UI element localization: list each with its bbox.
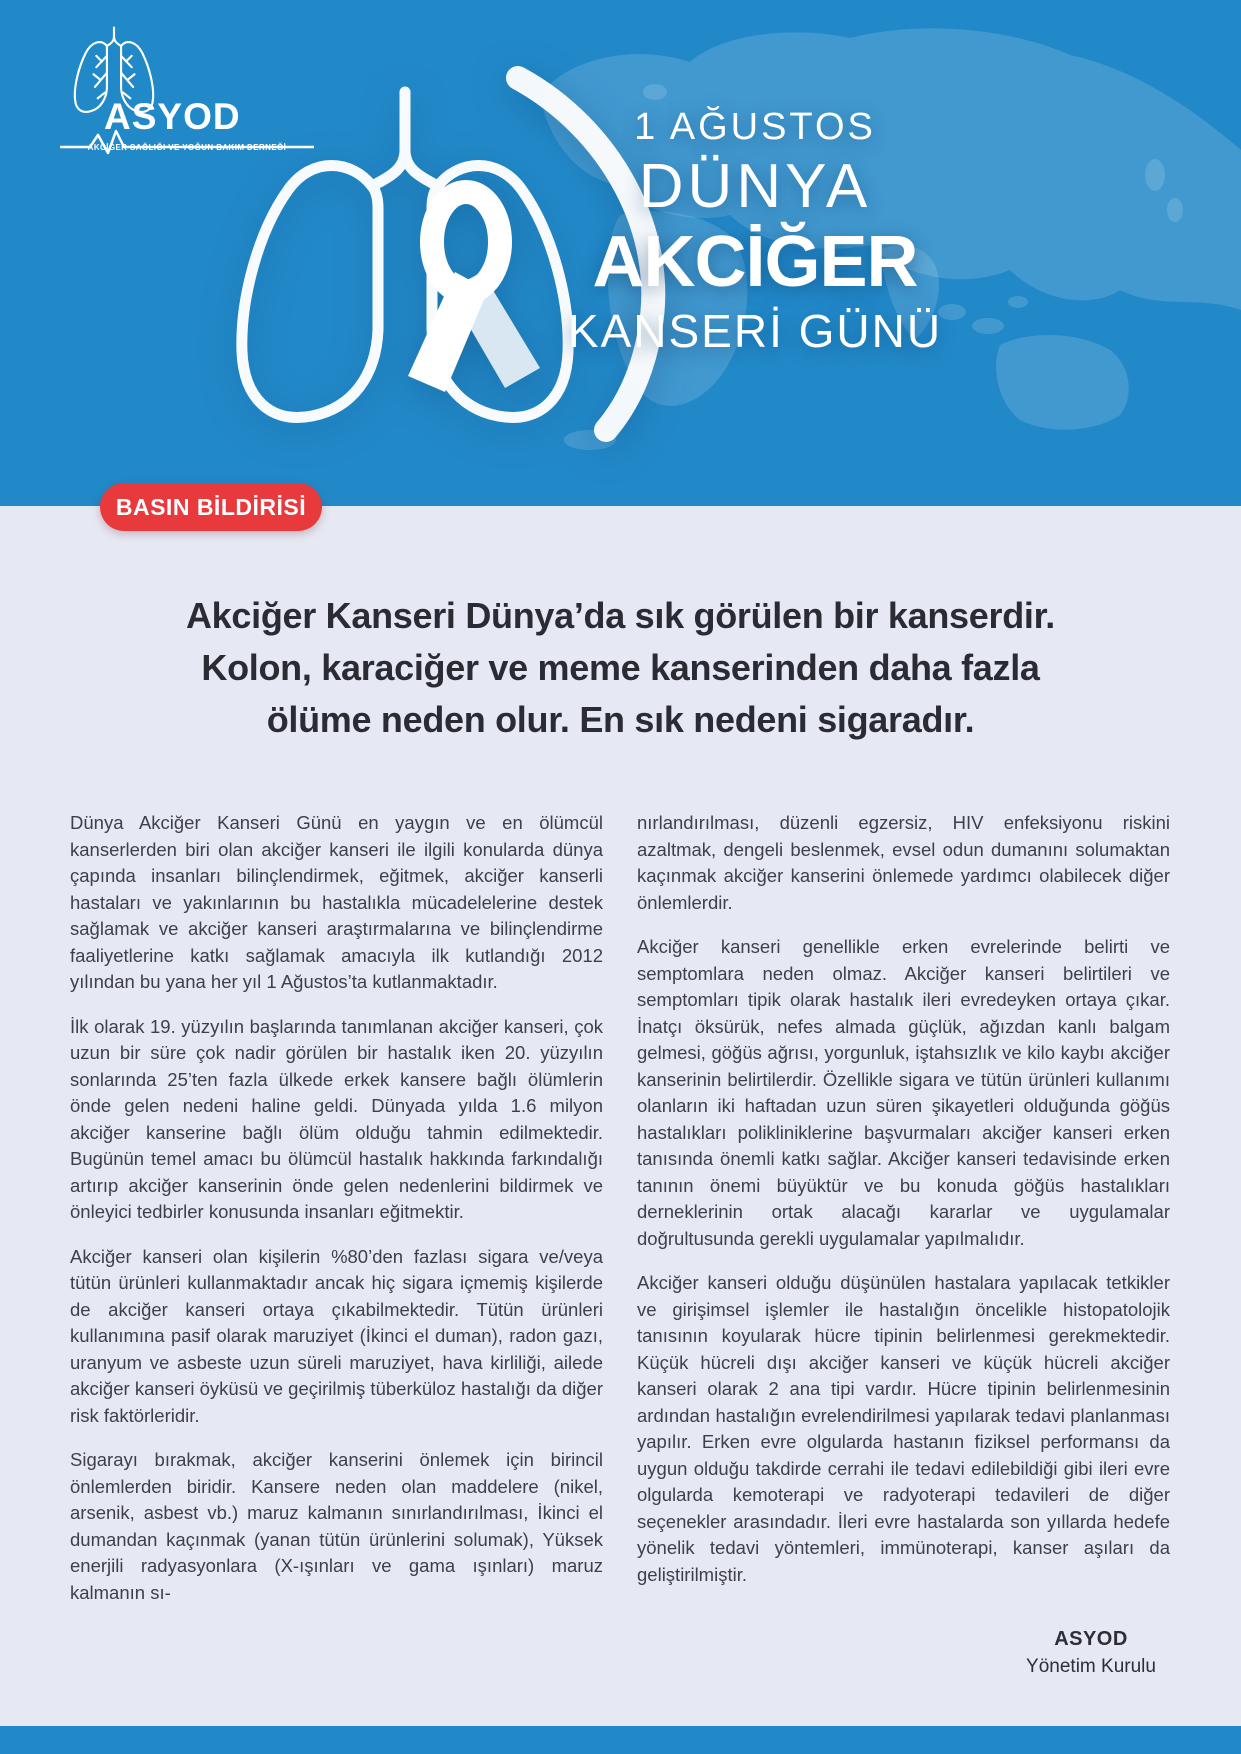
press-badge [100,483,322,531]
signature-unit: Yönetim Kurulu [1026,1656,1156,1677]
press-badge-label: BASIN BİLDİRİSİ [115,493,307,520]
article-paragraph: Akciğer kanseri olan kişilerin %80’den fazlası sigara ve/veya tütün ürünleri kullanmaktadır ancak hiç sigara içmemiş kişilerde de akciğer kanseri ortaya çıkabilmektedir. Tütün ürünleri kullanımına pasif olarak maruziyet (İkinci el duman), radon gazı, uranyum ve asbeste uzun süreli maruziyet, hava kirliliği, ailede akciğer kanseri öyküsü ve geçirilmiş tüberküloz hastalığı da diğer risk faktörleridir. [70,1245,603,1426]
headline-line-3: ölüme neden olur. En sık nedeni sigaradır. [266,699,975,740]
article-paragraph: Akciğer kanseri olduğu düşünülen hastalara yapılacak tetkikler ve girişimsel işlemler ile hastalığın öncelikle histopatolojik tanısının koyularak hücre tipinin belirlenmesi gerekmektedir. Küçük hücreli dışı akciğer kanseri ve küçük hücreli akciğer kanseri olarak 2 ana tipi vardır. Hücre tipinin belirlenmesinin ardından hastalığın evrelendirilmesi yapılarak tedavi planlanması yapılır. Erken evre olgularda hastanın fiziksel performansı da uygun olduğu takdirde cerrahi ile tedavi edilebildiği gibi ileri evre olgularda kemoterapi ve radyoterapi tedavileri de diğer seçenekler arasındadır. İleri evre hastalarda son yıllarda hedefe yönelik tedavi yöntemleri, immünoterapi, kanser aşıları da geliştirilmiştir. [637,1272,1170,1585]
headline-line-2: Kolon, karaciğer ve meme kanserinden daha fazla [201,647,1040,688]
article-paragraph: İlk olarak 19. yüzyılın başlarında tanımlanan akciğer kanseri, çok uzun bir süre çok nadir görülen bir hastalık iken 20. yüzyılın sonlarında 25’ten fazla ülkede erkek kansere bağlı ölümlerin önde gelen nedeni haline geldi. Dünyada yılda 1.6 milyon akciğer kanserine bağlı ölüm olduğu tahmin edilmektedir. Bugünün temel amacı bu ölümcül hastalık hakkında farkındalığı artırıp akciğer kanserinin önde gelen nedenlerini bildirmek ve önleyici tedbirler konusunda insanları eğitmektir. [70,1015,603,1222]
asyod-logo [60,26,322,166]
headline-line-1: Akciğer Kanseri Dünya’da sık görülen bir kanserdir. [185,595,1056,636]
logo-wordmark: ASYOD [104,96,241,137]
hero-banner [0,0,1241,506]
banner-line-akciger: AKCİĞER [592,222,918,302]
banner-date: 1 AĞUSTOS [634,106,876,148]
article-body [70,810,1171,1624]
article-paragraph: nırlandırılması, düzenli egzersiz, HIV enfeksiyonu riskini azaltmak, dengeli beslenmek, evsel odun dumanını solumaktan kaçınmak akciğer kanserini önlemede yardımcı olabilecek diğer önlemlerdir. [637,812,1170,913]
article-left-column [70,810,603,1624]
banner-line-dunya: DÜNYA [638,152,872,221]
signature-org: ASYOD [1054,1628,1128,1650]
banner-title [505,106,1005,357]
footer-bar [0,1726,1241,1754]
article-paragraph: Akciğer kanseri genellikle erken evrelerinde belirti ve semptomlara neden olmaz. Akciğer kanseri belirtileri ve semptomları tipik olarak hastalık ileri evredeyken ortaya çıkar. İnatçı öksürük, nefes almada güçlük, ağızdan kanlı balgam gelmesi, göğüs ağrısı, yorgunluk, iştahsızlık ve kilo kaybı akciğer kanserinin belirtilerdir. Özellikle sigara ve tütün ürünleri kullanımı olanların iki haftadan uzun süren şikayetleri olduğunda göğüs hastalıkları polikliniklerine başvurmaları akciğer kanseri erken tanısında önemli katkı sağlar. Akciğer kanseri tedavisinde erken tanının önemi büyüktür ve bu konuda göğüs hastalıkları derneklerinin ortak alacağı kararlar ve uygulamalar doğrultusunda gerekli uygulamalar yapılmalıdır. [637,936,1170,1249]
logo-tagline: AKCİĞER SAĞLIĞI VE YOĞUN BAKIM DERNEĞİ [87,143,287,152]
banner-line-kanseri-gunu: KANSERİ GÜNÜ [567,305,943,357]
headline [0,590,1241,746]
article-paragraph: Dünya Akciğer Kanseri Günü en yaygın ve en ölümcül kanserlerden biri olan akciğer kanseri ile ilgili konularda dünya çapında insanları bilinçlendirmek, eğitmek, akciğer kanserli hastaları ve yakınlarının bu hastalıkla mücadelelerine destek sağlamak ve akciğer kanseri araştırmalarına ve bilinçlendirme faaliyetlerine katkı sağlamak amacıyla ilk kutlandığı 2012 yılından bu yana her yıl 1 Ağustos’ta kutlanmaktadır. [70,812,603,992]
article-paragraph: Sigarayı bırakmak, akciğer kanserini önlemek için birincil önlemlerden biridir. Kansere neden olan maddelere (nikel, arsenik, asbest vb.) maruz kalmanın sınırlandırılması, İkinci el dumandan kaçınmak (yanan tütün ürünlerini solumak), Yüksek enerjili radyasyonlara (X-ışınları ve gama ışınları) maruz kalmanın sı- [70,1449,603,1603]
article-right-column [637,810,1170,1624]
signature-block [941,1628,1241,1678]
